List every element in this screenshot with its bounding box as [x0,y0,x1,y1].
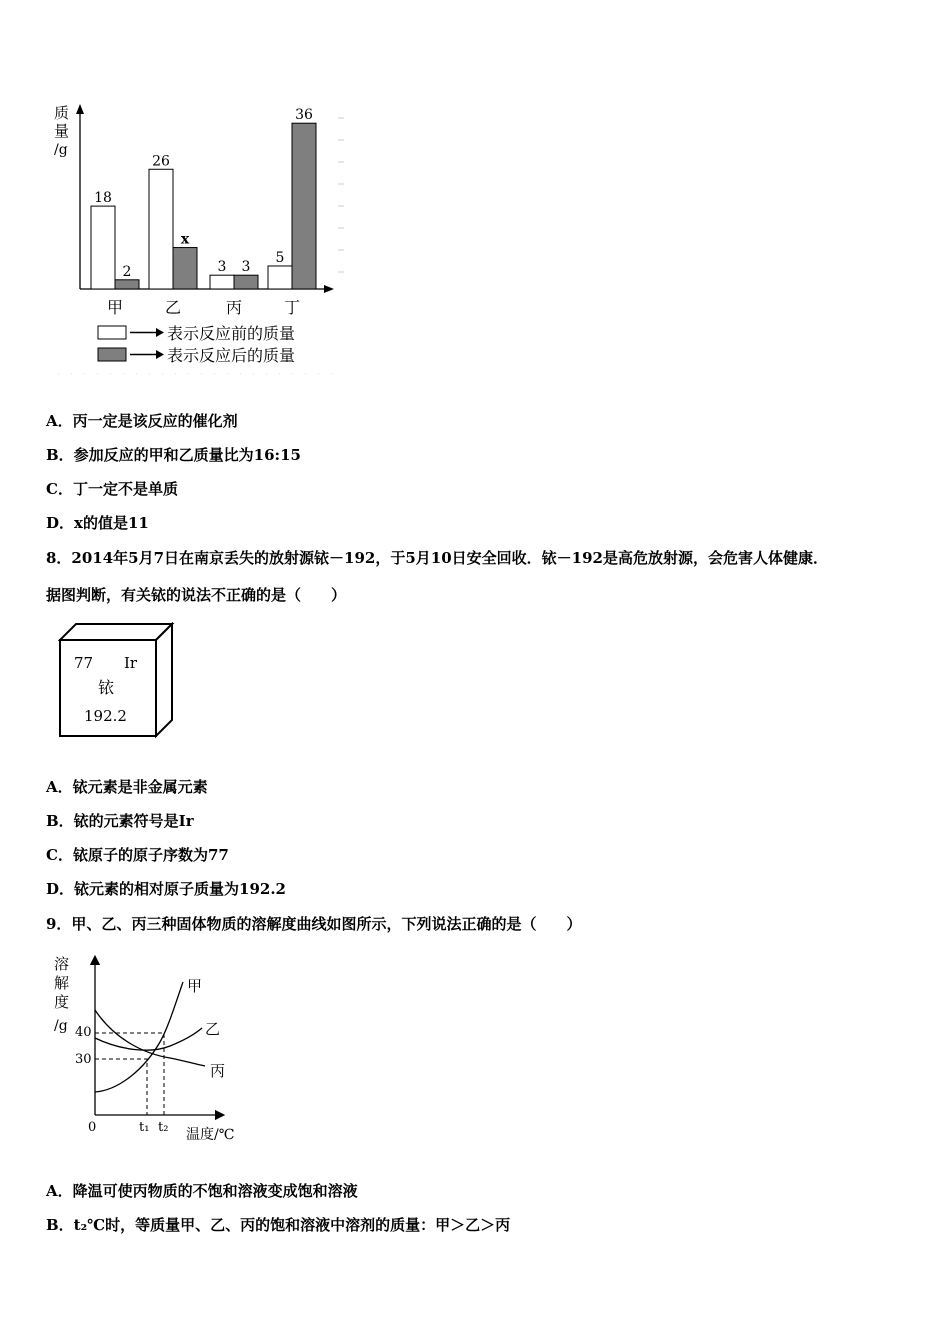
q9-stem: 9．甲、乙、丙三种固体物质的溶解度曲线如图所示，下列说法正确的是（ ） [46,915,582,933]
q8-stem-line1: 8．2014年5月7日在南京丢失的放射源铱－192，于5月10日安全回收．铱－192是高危放射源，会危害人体健康． [46,549,828,567]
legend-label-0: 表示反应前的质量 [167,324,296,343]
q8-option-d[interactable]: D．铱元素的相对原子质量为192.2 [46,880,286,898]
q9-option-a[interactable]: A．降温可使丙物质的不饱和溶液变成饱和溶液 [46,1182,358,1200]
sol-origin: 0 [88,1120,97,1135]
bar-y-arrow [76,104,84,114]
legend-arrow-head-1 [156,350,164,359]
element-atomic-number: 77 [74,654,94,672]
q7-option-b[interactable]: B．参加反应的甲和乙质量比为16:15 [46,446,301,464]
label-bing: 丙 [210,1062,226,1080]
bar-after-0 [115,280,139,289]
curve-jia [95,982,183,1092]
bar-ylabel-1: 质 [54,104,70,122]
bar-category-label: 乙 [164,298,182,317]
bar-before-2 [210,275,234,289]
bar-category-label: 丁 [283,298,301,317]
sol-guide-t1 [95,1059,147,1115]
label-yi: 乙 [205,1020,221,1038]
element-symbol: Ir [124,654,138,672]
element-card-iridium [58,622,178,740]
sol-xtick-t1: t₁ [139,1120,150,1135]
legend-swatch-0 [98,326,126,339]
sol-xtick-t2: t₂ [158,1120,169,1135]
bar-data-label: 26 [152,153,170,170]
bar-before-1 [149,169,173,289]
label-jia: 甲 [187,977,203,995]
q8-option-b[interactable]: B．铱的元素符号是Ir [46,812,194,830]
bar-category-label: 丙 [225,298,243,317]
bar-data-label: 5 [275,249,285,266]
sol-ylabel-4: /g [54,1018,68,1034]
bar-data-label: 18 [94,190,112,207]
mass-bar-chart [48,96,353,381]
sol-ylabel-3: 度 [54,993,70,1011]
bar-data-label: 36 [295,107,313,124]
sol-ytick-40: 40 [75,1025,92,1040]
legend-label-1: 表示反应后的质量 [167,346,296,365]
legend-swatch-1 [98,348,126,361]
q7-option-a[interactable]: A．丙一定是该反应的催化剂 [46,412,238,430]
bar-after-1 [173,248,197,289]
element-name: 铱 [98,678,115,697]
q7-option-c[interactable]: C．丁一定不是单质 [46,480,178,498]
sol-ylabel-2: 解 [54,974,70,992]
bar-before-0 [91,206,115,289]
q8-option-a[interactable]: A．铱元素是非金属元素 [46,778,208,796]
bar-before-3 [268,266,292,289]
bar-after-3 [292,123,316,289]
q8-option-c[interactable]: C．铱原子的原子序数为77 [46,846,229,864]
bar-ylabel-2: 量 [54,122,70,140]
sol-guide-t2 [95,1033,164,1115]
sol-ytick-30: 30 [75,1052,92,1067]
bar-data-label: 3 [241,259,251,276]
bar-ylabel-3: /g [54,142,68,158]
q9-option-b[interactable]: B．t₂℃时，等质量甲、乙、丙的饱和溶液中溶剂的质量：甲＞乙＞丙 [46,1216,511,1234]
legend-arrow-head-0 [156,328,164,337]
bar-data-label: x [180,231,190,248]
sol-ylabel-1: 溶 [54,955,70,973]
q8-stem-line2: 据图判断，有关铱的说法不正确的是（ ） [46,586,347,604]
bar-category-label: 甲 [106,298,124,317]
bar-x-arrow [324,285,334,293]
curve-yi [95,1028,202,1050]
element-mass: 192.2 [84,707,127,725]
solubility-chart [50,950,250,1150]
q7-option-d[interactable]: D．x的值是11 [46,514,149,532]
bar-after-2 [234,275,258,289]
bar-data-label: 2 [122,263,132,280]
sol-xlabel: 温度/℃ [186,1127,235,1143]
bar-data-label: 3 [217,259,227,276]
